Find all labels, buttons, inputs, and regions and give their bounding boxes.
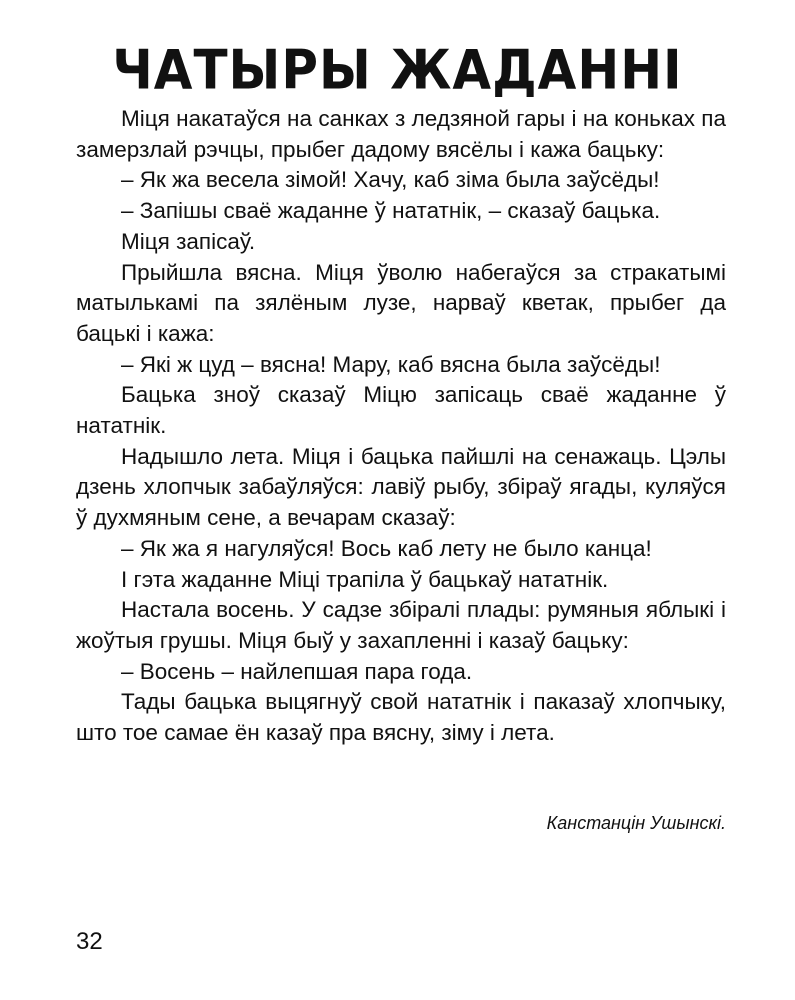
paragraph: – Які ж цуд – вясна! Мару, каб вясна была заўсёды! <box>121 351 661 377</box>
page-number: 32 <box>76 928 103 955</box>
author-signature: Канстанцін Ушынскі. <box>546 813 726 833</box>
paragraph: Надышло лета. Міця і бацька пайшлі на сенажаць. Цэлы дзень хлопчык забаўляўся: лавіў рыбу, збіраў ягады, куляўся ў духмяным сене, а вечарам сказаў: <box>76 443 726 531</box>
paragraph: І гэта жаданне Міці трапіла ў бацькаў нататнік. <box>121 566 609 592</box>
story-body <box>76 104 726 749</box>
paragraph: – Як жа весела зімой! Хачу, каб зіма была заўсёды! <box>121 167 660 193</box>
story-title: ЧАТЫРЫ ЖАДАННІ <box>112 38 683 102</box>
paragraph: – Запішы сваё жаданне ў нататнік, – сказаў бацька. <box>121 198 661 224</box>
paragraph: Бацька зноў сказаў Міцю запісаць сваё жаданне ў нататнік. <box>76 382 726 439</box>
paragraph: Тады бацька выцягнуў свой нататнік і паказаў хлопчыку, што тое самае ён казаў пра вясну, зіму і лета. <box>76 689 726 746</box>
paragraph: Міця запісаў. <box>121 228 256 254</box>
paragraph: – Як жа я нагуляўся! Вось каб лету не было канца! <box>121 535 652 561</box>
paragraph: Прыйшла вясна. Міця ўволю набегаўся за стракатымі матылькамі па зялёным лузе, нарваў кветак, прыбег да бацькі і кажа: <box>76 259 726 346</box>
paragraph: – Восень – найлепшая пара года. <box>121 658 473 684</box>
paragraph: Настала восень. У садзе збіралі плады: румяныя яблыкі і жоўтыя грушы. Міця быў у захапленні і казаў бацьку: <box>76 597 726 653</box>
paragraph: Міця накатаўся на санках з ледзяной гары і на коньках па замерзлай рэчцы, прыбег дадому вясёлы і кажа бацьку: <box>76 106 726 162</box>
